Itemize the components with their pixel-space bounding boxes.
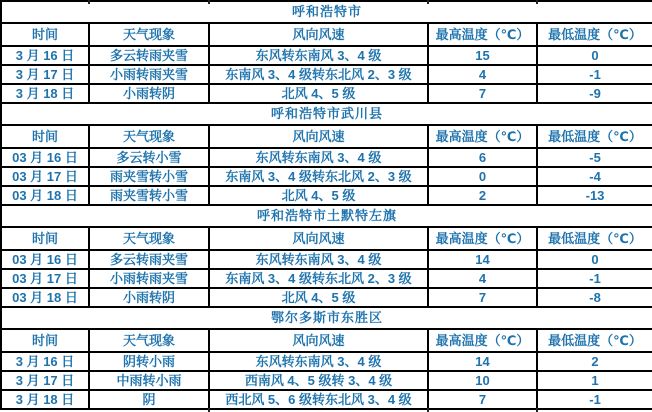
cell-wind: 西北风 5、6 级转东北风 3、4 级	[209, 390, 428, 409]
cell-high-temp: 15	[428, 46, 537, 65]
table-grid-stub	[88, 0, 90, 4]
cell-low-temp: -5	[537, 148, 652, 167]
cell-low-temp: -9	[537, 84, 652, 103]
section-title: 呼和浩特市土默特左旗	[1, 205, 652, 227]
table-grid-stub	[208, 408, 210, 412]
col-header-wind: 风向风速	[209, 329, 428, 352]
cell-wind: 北风 4、5 级	[209, 186, 428, 205]
cell-date: 3 月 17 日	[1, 371, 89, 390]
col-header-time: 时间	[1, 329, 89, 352]
col-header-low-temp: 最低温度（℃）	[537, 227, 652, 250]
col-header-weather: 天气现象	[89, 329, 209, 352]
section-title: 呼和浩特市武川县	[1, 103, 652, 125]
column-header-row	[1, 329, 652, 352]
cell-weather: 中雨转小雨	[89, 371, 209, 390]
cell-low-temp: -1	[537, 269, 652, 288]
cell-weather: 阴	[89, 390, 209, 409]
cell-date: 3 月 18 日	[1, 84, 89, 103]
cell-high-temp: 7	[428, 390, 537, 409]
col-header-weather: 天气现象	[89, 227, 209, 250]
cell-weather: 多云转小雪	[89, 148, 209, 167]
cell-high-temp: 2	[428, 186, 537, 205]
col-header-time: 时间	[1, 227, 89, 250]
table-row	[1, 390, 652, 409]
cell-wind: 北风 4、5 级	[209, 288, 428, 307]
cell-date: 03 月 16 日	[1, 250, 89, 269]
cell-wind: 东南风 3、4 级转东北风 2、3 级	[209, 269, 428, 288]
table-row	[1, 186, 652, 205]
table-row	[1, 352, 652, 371]
table-grid-stub	[427, 0, 429, 4]
column-header-row	[1, 125, 652, 148]
column-header-row	[1, 23, 652, 46]
table-grid-stub	[208, 0, 210, 4]
cell-low-temp: -1	[537, 390, 652, 409]
cell-wind: 东风转东南风 3、4 级	[209, 250, 428, 269]
table-grid-stub	[427, 408, 429, 412]
cell-date: 3 月 16 日	[1, 352, 89, 371]
section-title-row	[1, 205, 652, 227]
table-row	[1, 250, 652, 269]
cell-date: 03 月 17 日	[1, 269, 89, 288]
section-title: 鄂尔多斯市东胜区	[1, 307, 652, 329]
cell-date: 3 月 18 日	[1, 390, 89, 409]
section-title-row	[1, 307, 652, 329]
col-header-high-temp: 最高温度（℃）	[428, 329, 537, 352]
cell-wind: 东风转东南风 3、4 级	[209, 352, 428, 371]
cell-wind: 东南风 3、4 级转东北风 2、3 级	[209, 167, 428, 186]
table-row	[1, 269, 652, 288]
col-header-low-temp: 最低温度（℃）	[537, 125, 652, 148]
col-header-high-temp: 最高温度（℃）	[428, 23, 537, 46]
table-row	[1, 371, 652, 390]
col-header-wind: 风向风速	[209, 227, 428, 250]
cell-low-temp: 0	[537, 250, 652, 269]
cell-high-temp: 10	[428, 371, 537, 390]
col-header-weather: 天气现象	[89, 125, 209, 148]
table-row	[1, 167, 652, 186]
cell-high-temp: 6	[428, 148, 537, 167]
cell-weather: 小雨转阴	[89, 84, 209, 103]
cell-weather: 小雨转阴	[89, 288, 209, 307]
cell-wind: 西南风 4、5 级转 3、4 级	[209, 371, 428, 390]
cell-low-temp: -4	[537, 167, 652, 186]
col-header-time: 时间	[1, 125, 89, 148]
col-header-time: 时间	[1, 23, 89, 46]
col-header-wind: 风向风速	[209, 125, 428, 148]
col-header-low-temp: 最低温度（℃）	[537, 23, 652, 46]
col-header-high-temp: 最高温度（℃）	[428, 227, 537, 250]
cell-weather: 多云转雨夹雪	[89, 46, 209, 65]
cell-wind: 北风 4、5 级	[209, 84, 428, 103]
section-title-row	[1, 103, 652, 125]
cell-high-temp: 14	[428, 250, 537, 269]
cell-weather: 小雨转雨夹雪	[89, 269, 209, 288]
table-row	[1, 46, 652, 65]
cell-weather: 雨夹雪转小雪	[89, 167, 209, 186]
cell-high-temp: 7	[428, 84, 537, 103]
cell-date: 03 月 18 日	[1, 288, 89, 307]
cell-wind: 东风转东南风 3、4 级	[209, 148, 428, 167]
cell-high-temp: 4	[428, 269, 537, 288]
cell-low-temp: 1	[537, 371, 652, 390]
cell-weather: 阴转小雨	[89, 352, 209, 371]
cell-high-temp: 4	[428, 65, 537, 84]
cell-date: 03 月 16 日	[1, 148, 89, 167]
cell-weather: 小雨转雨夹雪	[89, 65, 209, 84]
cell-weather: 雨夹雪转小雪	[89, 186, 209, 205]
cell-wind: 东南风 3、4 级转东北风 2、3 级	[209, 65, 428, 84]
cell-low-temp: -13	[537, 186, 652, 205]
cell-high-temp: 14	[428, 352, 537, 371]
section-title: 呼和浩特市	[1, 1, 652, 23]
cell-wind: 东风转东南风 3、4 级	[209, 46, 428, 65]
cell-low-temp: 0	[537, 46, 652, 65]
col-header-low-temp: 最低温度（℃）	[537, 329, 652, 352]
cell-date: 3 月 16 日	[1, 46, 89, 65]
column-header-row	[1, 227, 652, 250]
cell-date: 03 月 17 日	[1, 167, 89, 186]
cell-date: 03 月 18 日	[1, 186, 89, 205]
table-row	[1, 65, 652, 84]
section-title-row	[1, 1, 652, 23]
cell-low-temp: -8	[537, 288, 652, 307]
table-grid-stub	[536, 0, 538, 4]
cell-low-temp: -1	[537, 65, 652, 84]
col-header-weather: 天气现象	[89, 23, 209, 46]
table-row	[1, 84, 652, 103]
cell-low-temp: 2	[537, 352, 652, 371]
col-header-wind: 风向风速	[209, 23, 428, 46]
col-header-high-temp: 最高温度（℃）	[428, 125, 537, 148]
cell-high-temp: 7	[428, 288, 537, 307]
table-row	[1, 288, 652, 307]
table-row	[1, 148, 652, 167]
cell-high-temp: 0	[428, 167, 537, 186]
cell-weather: 多云转雨夹雪	[89, 250, 209, 269]
table-grid-stub	[536, 408, 538, 412]
cell-date: 3 月 17 日	[1, 65, 89, 84]
